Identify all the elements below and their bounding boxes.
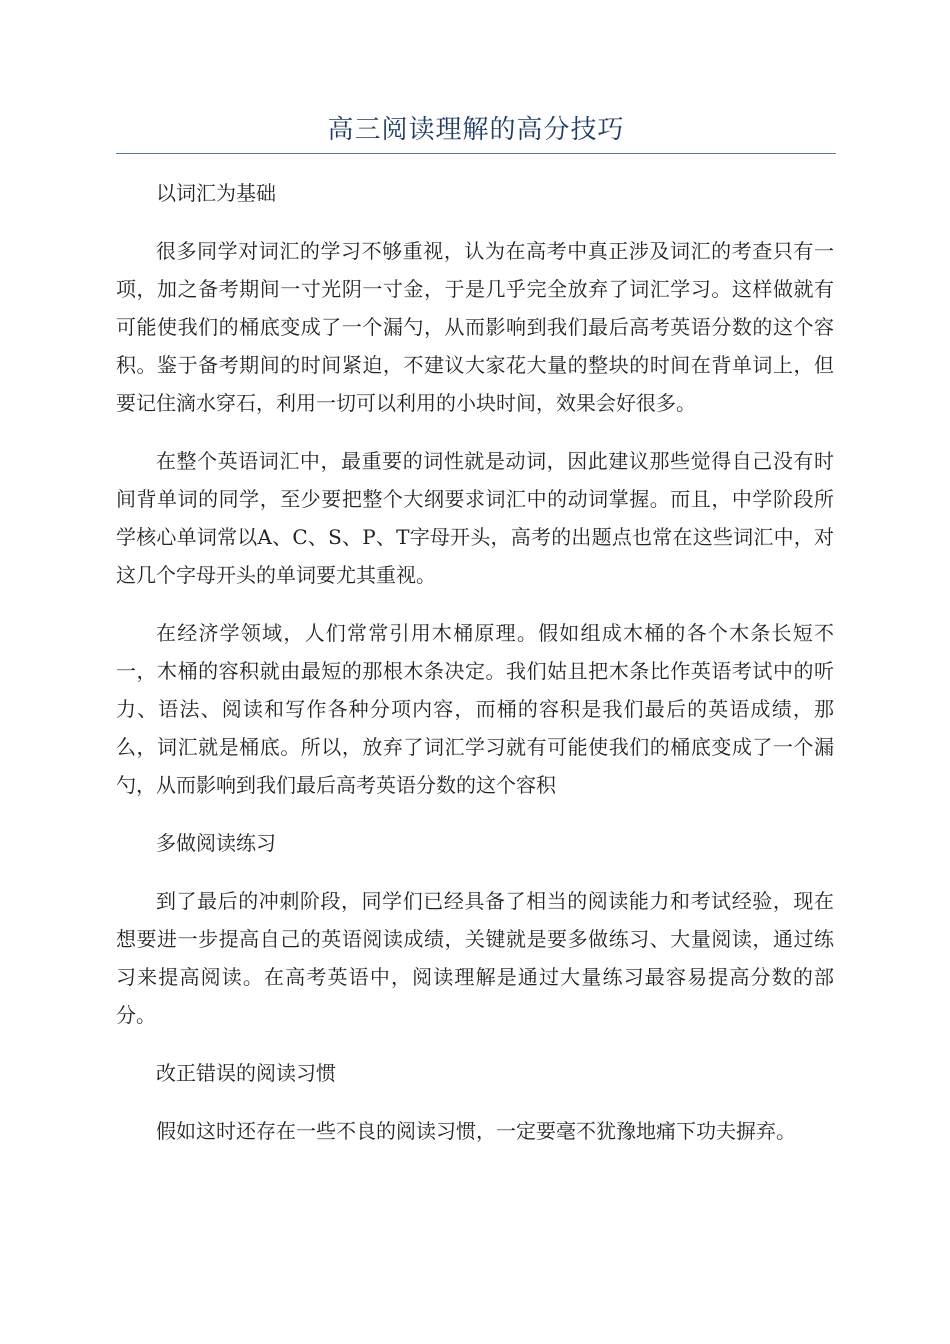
title-underline	[116, 153, 836, 154]
document-title: 高三阅读理解的高分技巧	[327, 115, 625, 145]
section-heading: 以词汇为基础	[156, 181, 276, 205]
body-paragraph: 在经济学领域，人们常常引用木桶原理。假如组成木桶的各个木条长短不一，木桶的容积就由最短的那根木条决定。我们姑且把木条比作英语考试中的听力、语法、阅读和写作各种分项内容，而桶的容积是我们最后的英语成绩，那么，词汇就是桶底。所以，放弃了词汇学习就有可能使我们的桶底变成了一个漏勺，从而影响到我们最后高考英语分数的这个容积	[116, 621, 834, 797]
body-paragraph: 假如这时还存在一些不良的阅读习惯，一定要毫不犹豫地痛下功夫摒弃。	[156, 1119, 796, 1143]
body-paragraph: 很多同学对词汇的学习不够重视，认为在高考中真正涉及词汇的考查只有一项，加之备考期间一寸光阴一寸金，于是几乎完全放弃了词汇学习。这样做就有可能使我们的桶底变成了一个漏勺，从而影响到我们最后高考英语分数的这个容积。鉴于备考期间的时间紧迫，不建议大家花大量的整块的时间在背单词上，但要记住滴水穿石，利用一切可以利用的小块时间，效果会好很多。	[116, 239, 834, 415]
body-paragraph: 到了最后的冲刺阶段，同学们已经具备了相当的阅读能力和考试经验，现在想要进一步提高自己的英语阅读成绩，关键就是要多做练习、大量阅读，通过练习来提高阅读。在高考英语中，阅读理解是通过大量练习最容易提高分数的部分。	[116, 889, 834, 1027]
section-heading: 多做阅读练习	[156, 831, 276, 855]
body-paragraph: 在整个英语词汇中，最重要的词性就是动词，因此建议那些觉得自己没有时间背单词的同学，至少要把整个大纲要求词汇中的动词掌握。而且，中学阶段所学核心单词常以A、C、S、P、T字母开头，高考的出题点也常在这些词汇中，对这几个字母开头的单词要尤其重视。	[116, 449, 834, 587]
section-heading: 改正错误的阅读习惯	[156, 1061, 336, 1085]
document-body	[116, 174, 834, 1170]
